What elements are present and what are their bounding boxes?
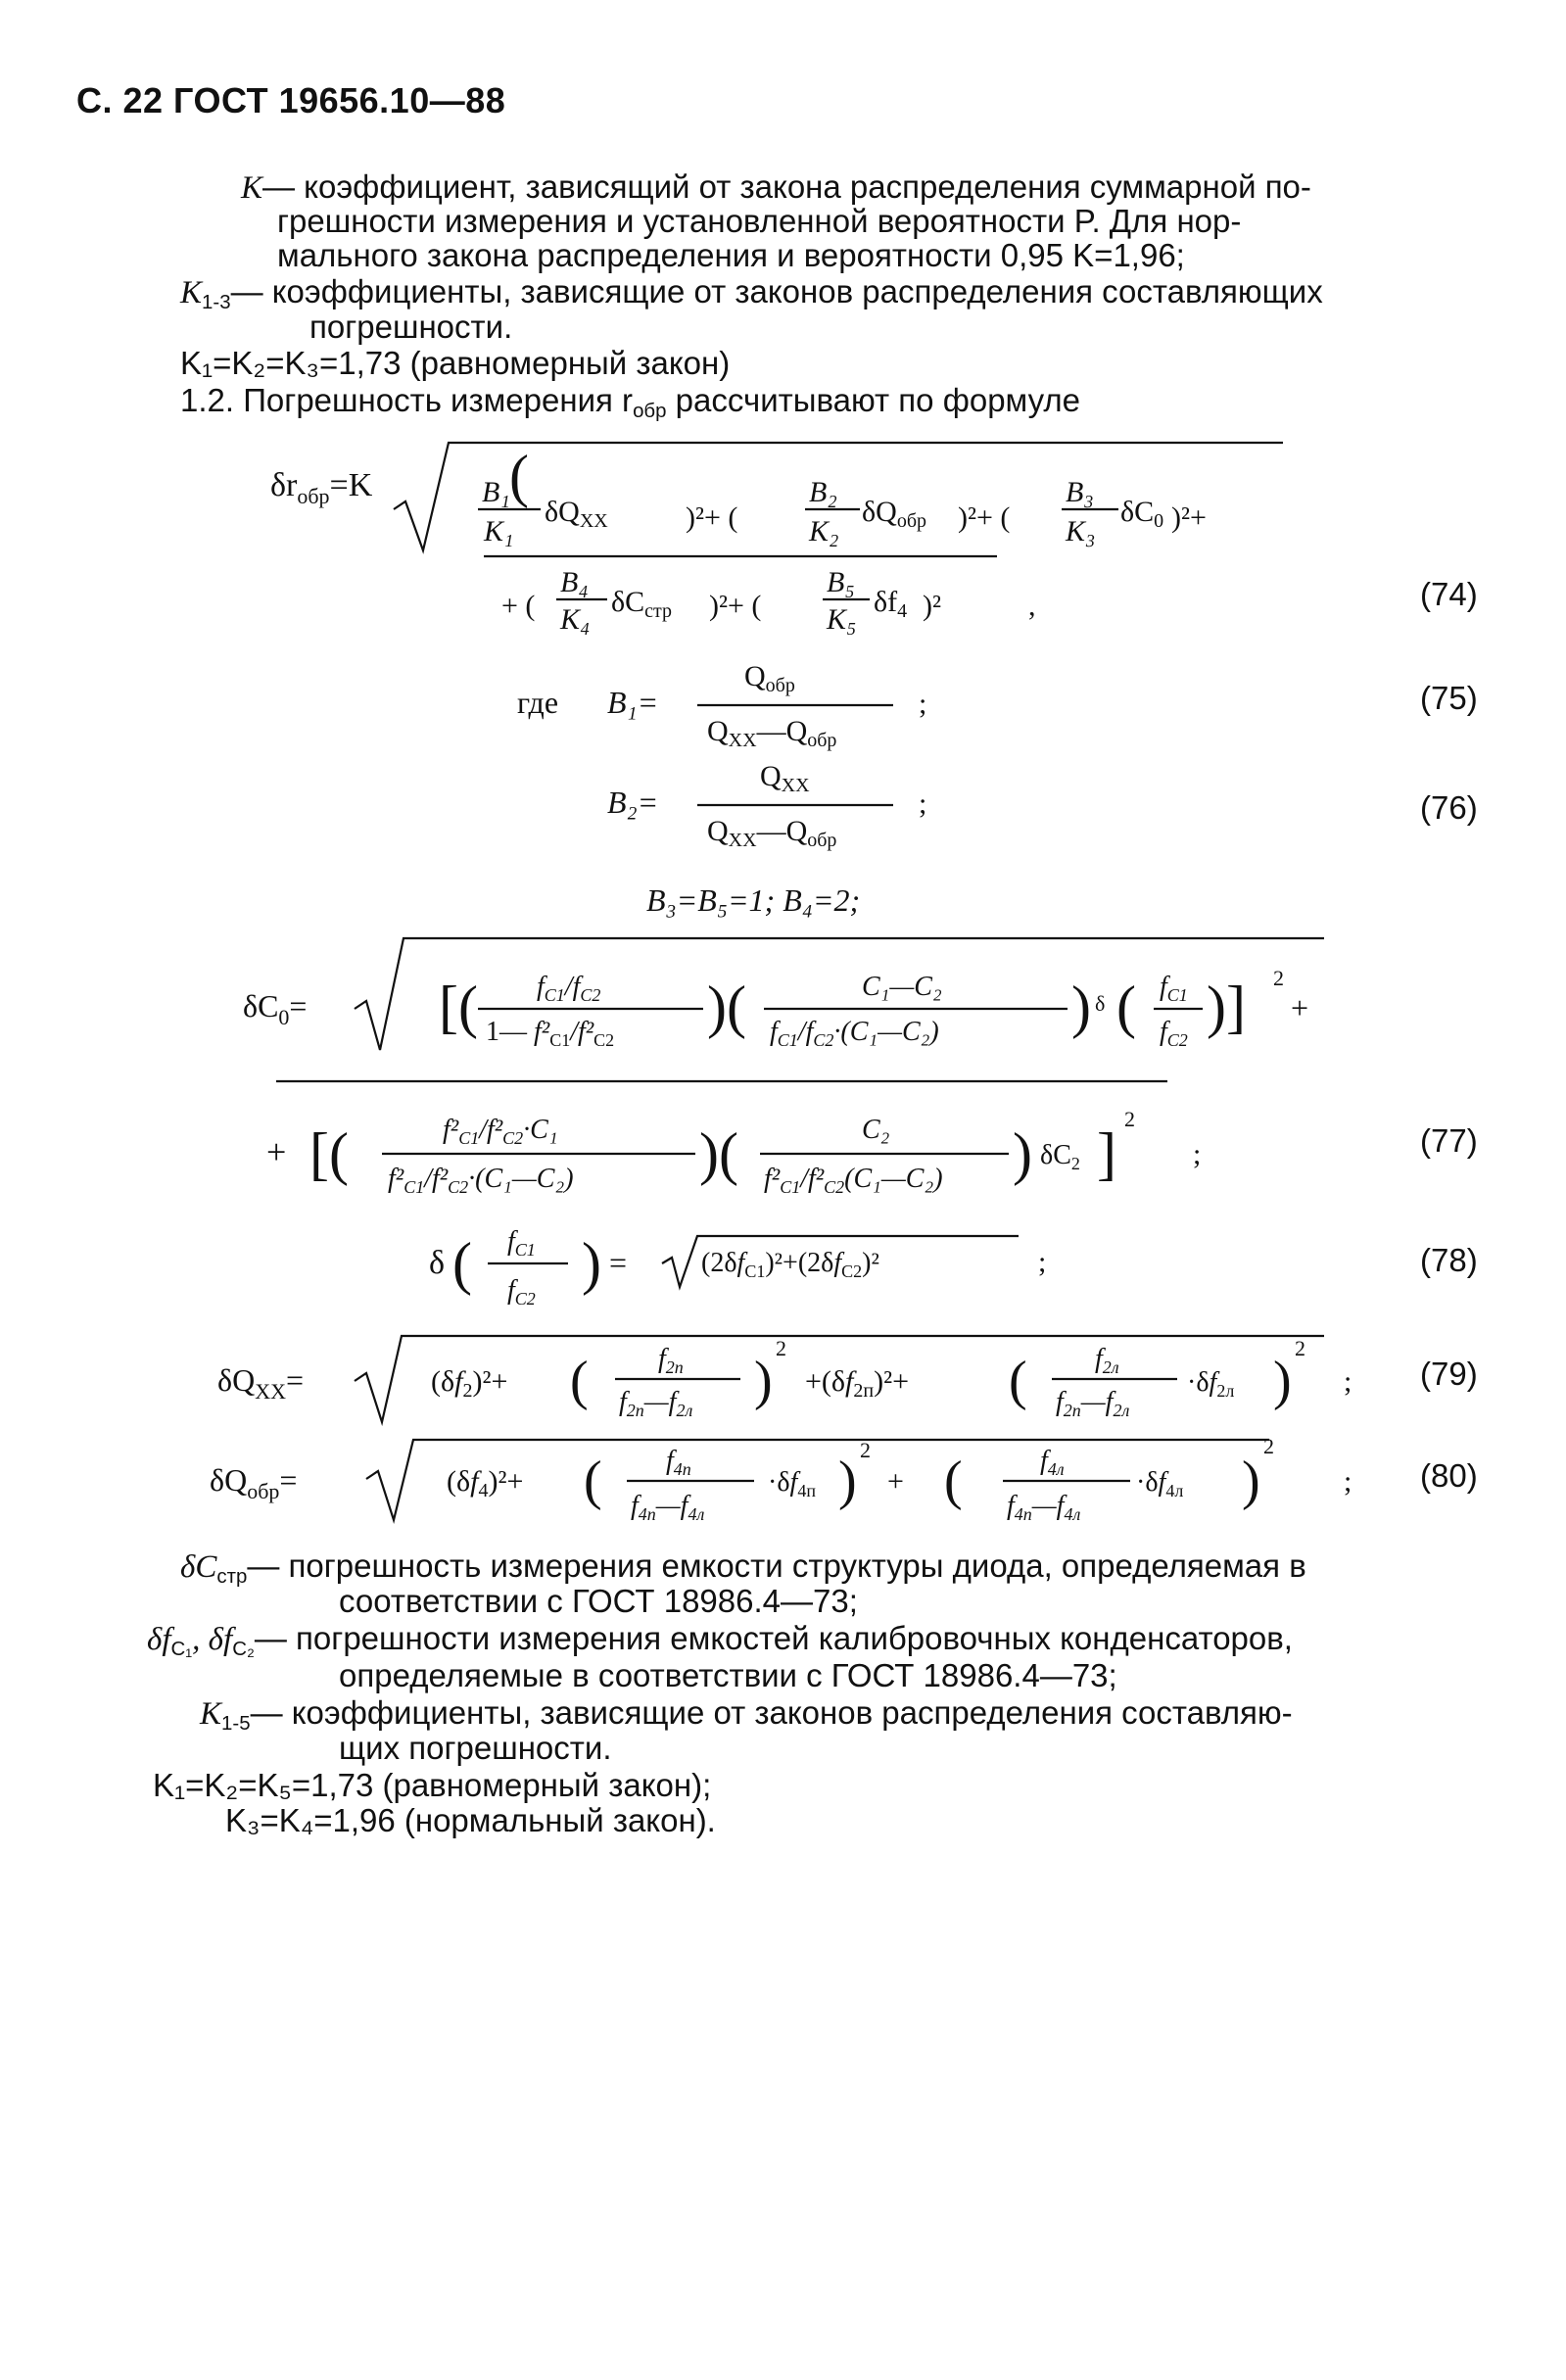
k-def-line-1: — коэффициент, зависящий от закона распределения суммарной по- — [262, 168, 1311, 205]
svg-text:)]: )] — [1207, 975, 1246, 1039]
svg-text:2: 2 — [776, 1336, 786, 1360]
k13-term: K — [180, 275, 203, 310]
svg-text:]: ] — [1097, 1121, 1116, 1186]
dfc1-term: δf — [147, 1622, 171, 1657]
dfc-definition — [147, 1620, 1293, 1661]
svg-text:;: ; — [919, 787, 927, 820]
svg-text:(2δfC1)²+(2δfC2)²: $(2\delta f_{C1})^2+(2\delta f_{C2})^2$ — [701, 1248, 879, 1281]
svg-text:=: = — [609, 1245, 628, 1280]
svg-text:f²C1/f²C2·(C₁—C₂): $f^2_{C1}/f^2_{C2}\cdot(C_1—C_2)$ — [388, 1164, 574, 1197]
closing-line-2: K₃=K₄=1,96 (нормальный закон). — [225, 1802, 716, 1838]
svg-text:[(: [( — [439, 975, 478, 1039]
svg-text:(: ( — [570, 1351, 589, 1411]
svg-text:): ) — [1242, 1451, 1260, 1511]
svg-text:δQXX=: $\delta Q_{XX}=$ — [217, 1362, 305, 1404]
svg-text:B₂: B₂ — [809, 476, 837, 508]
svg-text:·δf2л: $\cdot\delta f_{2л}$ — [1187, 1367, 1235, 1401]
svg-text:2: 2 — [1124, 1107, 1135, 1131]
dc-str-term-sub: стр — [216, 1565, 248, 1589]
svg-text:;: ; — [919, 688, 927, 720]
svg-text:): ) — [754, 1351, 773, 1411]
svg-text:B₃: B₃ — [1066, 476, 1094, 508]
svg-text:B₅: B₅ — [827, 566, 855, 598]
svg-text:+: + — [266, 1132, 287, 1171]
svg-text:)²+ (: )²+ ( — [709, 590, 762, 622]
svg-text:δCстр: $\delta C_{стр}$ — [611, 586, 673, 622]
svg-text:): ) — [838, 1451, 857, 1511]
k15-term: K — [200, 1696, 222, 1732]
svg-text:B₁: B₁ — [482, 476, 510, 508]
svg-text:QXX: $Q_{XX}$ — [760, 760, 810, 796]
where-word: где — [517, 685, 559, 720]
svg-text:fC2: $f_{C2}$ — [507, 1275, 536, 1309]
svg-text:δQXX: $\delta Q_{XX}$ — [545, 496, 608, 532]
dfc2-term-sub: C₂ — [232, 1638, 255, 1661]
k-def-line-2: грешности измерения и установленной вероятности P. Для нор- — [277, 203, 1242, 239]
svg-text:(: ( — [944, 1451, 963, 1511]
eq-number-80: (80) — [1420, 1457, 1478, 1494]
svg-text:1— f²C1/f²C2: 1— $f^2_{C1}/f^2_{C2}$ — [486, 1017, 615, 1050]
svg-text:δQобр: $\delta Q_{обр}$ — [862, 496, 926, 532]
svg-text:f4п: $f_{4п}$ — [666, 1446, 691, 1479]
k-equality: K₁=K₂=K₃=1,73 (равномерный закон) — [180, 345, 731, 381]
svg-text:f2п—f2л: $f_{2п}—f_{2л}$ — [1056, 1387, 1130, 1420]
dc-str-line-2: соответствии с ГОСТ 18986.4—73; — [339, 1583, 858, 1619]
dfc-line-2: определяемые в соответствии с ГОСТ 18986.4—73; — [339, 1657, 1117, 1693]
svg-text:B₁=: B₁= — [607, 685, 659, 720]
svg-text:fC2: $f_{C2}$ — [1160, 1017, 1188, 1050]
svg-text:δQобр=: $\delta Q_{обр}=$ — [210, 1462, 298, 1503]
k15-term-sub: 1-5 — [221, 1712, 251, 1736]
svg-text:f2п: $f_{2п}$ — [658, 1344, 684, 1377]
svg-text:K₃: K₃ — [1066, 515, 1096, 547]
svg-text:;: ; — [1344, 1365, 1352, 1398]
eq-number-78: (78) — [1420, 1242, 1478, 1278]
svg-text:+: + — [1291, 990, 1309, 1025]
k-def-line-3: мального закона распределения и вероятности 0,95 K=1,96; — [277, 237, 1185, 273]
dc-str-term: δC — [180, 1549, 217, 1585]
svg-text:): ) — [582, 1231, 601, 1296]
svg-text:(: ( — [1116, 975, 1136, 1039]
svg-text:(: ( — [1009, 1351, 1027, 1411]
section-sub: обр — [633, 400, 667, 423]
svg-text:δC2: $\delta C_2$ — [1040, 1140, 1080, 1173]
svg-text:fC1/fC2·(C₁—C₂): $f_{C1}/f_{C2}\cdot(C_1—C_2)$ — [770, 1017, 939, 1050]
svg-text:QXX—Qобр: $Q_{XX}—Q_{обр}$ — [707, 815, 837, 851]
svg-text:): ) — [1013, 1121, 1032, 1186]
svg-text:)²: )² — [923, 590, 941, 622]
svg-text:f4п—f4л: $f_{4п}—f_{4л}$ — [631, 1491, 705, 1524]
svg-text:(: ( — [452, 1231, 472, 1296]
svg-text:[(: [( — [309, 1121, 349, 1186]
k13-term-sub: 1-3 — [202, 291, 231, 314]
dfc2-term: , δf — [192, 1622, 233, 1657]
dr-obr-lhs: $\delta r_{обр}=K$ — [270, 467, 373, 508]
eq-number-79: (79) — [1420, 1356, 1478, 1392]
svg-text:B₂=: B₂= — [607, 785, 659, 820]
svg-text:QXX—Qобр: $Q_{XX}—Q_{обр}$ — [707, 715, 837, 751]
svg-text:): ) — [1071, 975, 1091, 1039]
svg-text:C₂: C₂ — [862, 1115, 890, 1145]
svg-text:·δf4л: $\cdot\delta f_{4л}$ — [1136, 1467, 1184, 1500]
svg-text:(δf4)²+: $(\delta f_4)^2+$ — [447, 1465, 524, 1501]
svg-text:+(δf2п)²+: $+(\delta f_{2п})^2+$ — [805, 1365, 909, 1402]
svg-text:K₅: K₅ — [827, 603, 857, 636]
eq-number-76: (76) — [1420, 789, 1478, 826]
eq-number-74: (74) — [1420, 576, 1478, 612]
svg-text:K₂: K₂ — [809, 515, 839, 547]
svg-text:f²C1/f²C2·C₁: $f^2_{C1}/f^2_{C2}\cdot C_1$ — [443, 1115, 558, 1148]
svg-text:Qобр: $Q_{обр}$ — [744, 660, 795, 696]
svg-text:): ) — [1273, 1351, 1292, 1411]
svg-text:f²C1/f²C2(C₁—C₂): $f^2_{C1}/f^2_{C2}(C_1—C_2)$ — [764, 1164, 943, 1197]
eq-number-77: (77) — [1420, 1122, 1478, 1159]
section-text: 1.2. Погрешность измерения r — [180, 382, 634, 418]
b3-b5-b4: B₃=B₅=1; B₄=2; — [646, 882, 861, 918]
dfc-line-1: — погрешности измерения емкостей калибровочных конденсаторов, — [254, 1620, 1293, 1656]
svg-text:;: ; — [1344, 1465, 1352, 1498]
dc-str-line-1: — погрешность измерения емкости структуры диода, определяемая в — [247, 1547, 1306, 1584]
svg-text:δC0: $\delta C_0$ — [1120, 496, 1164, 532]
svg-text:f4л: $f_{4л}$ — [1040, 1446, 1065, 1479]
svg-text:δf4: $\delta f_4$ — [874, 586, 908, 622]
section-tail: рассчитывают по формуле — [666, 382, 1080, 418]
svg-text:δ: δ — [429, 1245, 446, 1281]
svg-text:·δf4п: $\cdot\delta f_{4п}$ — [768, 1467, 816, 1500]
svg-text:2: 2 — [1263, 1434, 1274, 1458]
svg-text:fC1/fC2: $f_{C1}/f_{C2}$ — [537, 972, 601, 1005]
svg-text:2: 2 — [1295, 1336, 1305, 1360]
dfc1-term-sub: C₁ — [170, 1638, 193, 1661]
k15-line-1: — коэффициенты, зависящие от законов распределения составляю- — [250, 1694, 1293, 1731]
eq-number-75: (75) — [1420, 680, 1478, 716]
svg-text:)²+ (: )²+ ( — [958, 501, 1011, 534]
svg-text:δC0=: $\delta C_0=$ — [243, 988, 308, 1029]
svg-text:fC1: $f_{C1}$ — [1160, 972, 1188, 1005]
svg-text:)(: )( — [707, 975, 746, 1039]
k13-def-line-2: погрешности. — [309, 309, 513, 345]
k13-def-line-1: — коэффициенты, зависящие от законов распределения составляющих — [230, 273, 1323, 309]
k-term: K — [241, 170, 263, 206]
page-header: С. 22 ГОСТ 19656.10—88 — [76, 80, 506, 120]
svg-text:;: ; — [1038, 1246, 1047, 1278]
svg-text:+: + — [887, 1465, 904, 1498]
svg-text:δ: δ — [1095, 991, 1106, 1016]
svg-text:K₁: K₁ — [484, 515, 514, 547]
svg-text:fC1: $f_{C1}$ — [507, 1226, 536, 1260]
svg-text:f2л: $f_{2л}$ — [1095, 1344, 1119, 1377]
svg-text:2: 2 — [1273, 966, 1284, 990]
k15-line-2: щих погрешности. — [339, 1730, 612, 1766]
closing-line-1: K₁=K₂=K₅=1,73 (равномерный закон); — [153, 1767, 712, 1803]
svg-text:K₄: K₄ — [560, 603, 591, 636]
svg-text:B₄: B₄ — [560, 566, 589, 598]
svg-text:2: 2 — [860, 1438, 871, 1462]
svg-text:)²+ (: )²+ ( — [686, 501, 738, 534]
svg-text:f4п—f4л: $f_{4п}—f_{4л}$ — [1007, 1491, 1081, 1524]
svg-text:(: ( — [584, 1451, 602, 1511]
svg-text:)²+: )²+ — [1171, 501, 1207, 534]
svg-text:f2п—f2л: $f_{2п}—f_{2л}$ — [619, 1387, 693, 1420]
svg-text:)(: )( — [699, 1121, 738, 1186]
paren: ( — [509, 444, 529, 508]
svg-text:,: , — [1028, 590, 1036, 622]
svg-text:;: ; — [1193, 1138, 1202, 1170]
svg-text:+ (: + ( — [501, 590, 536, 622]
svg-text:(δf2)²+: $(\delta f_2)^2+$ — [431, 1365, 508, 1402]
svg-text:C₁—C₂: C₁—C₂ — [862, 972, 942, 1002]
